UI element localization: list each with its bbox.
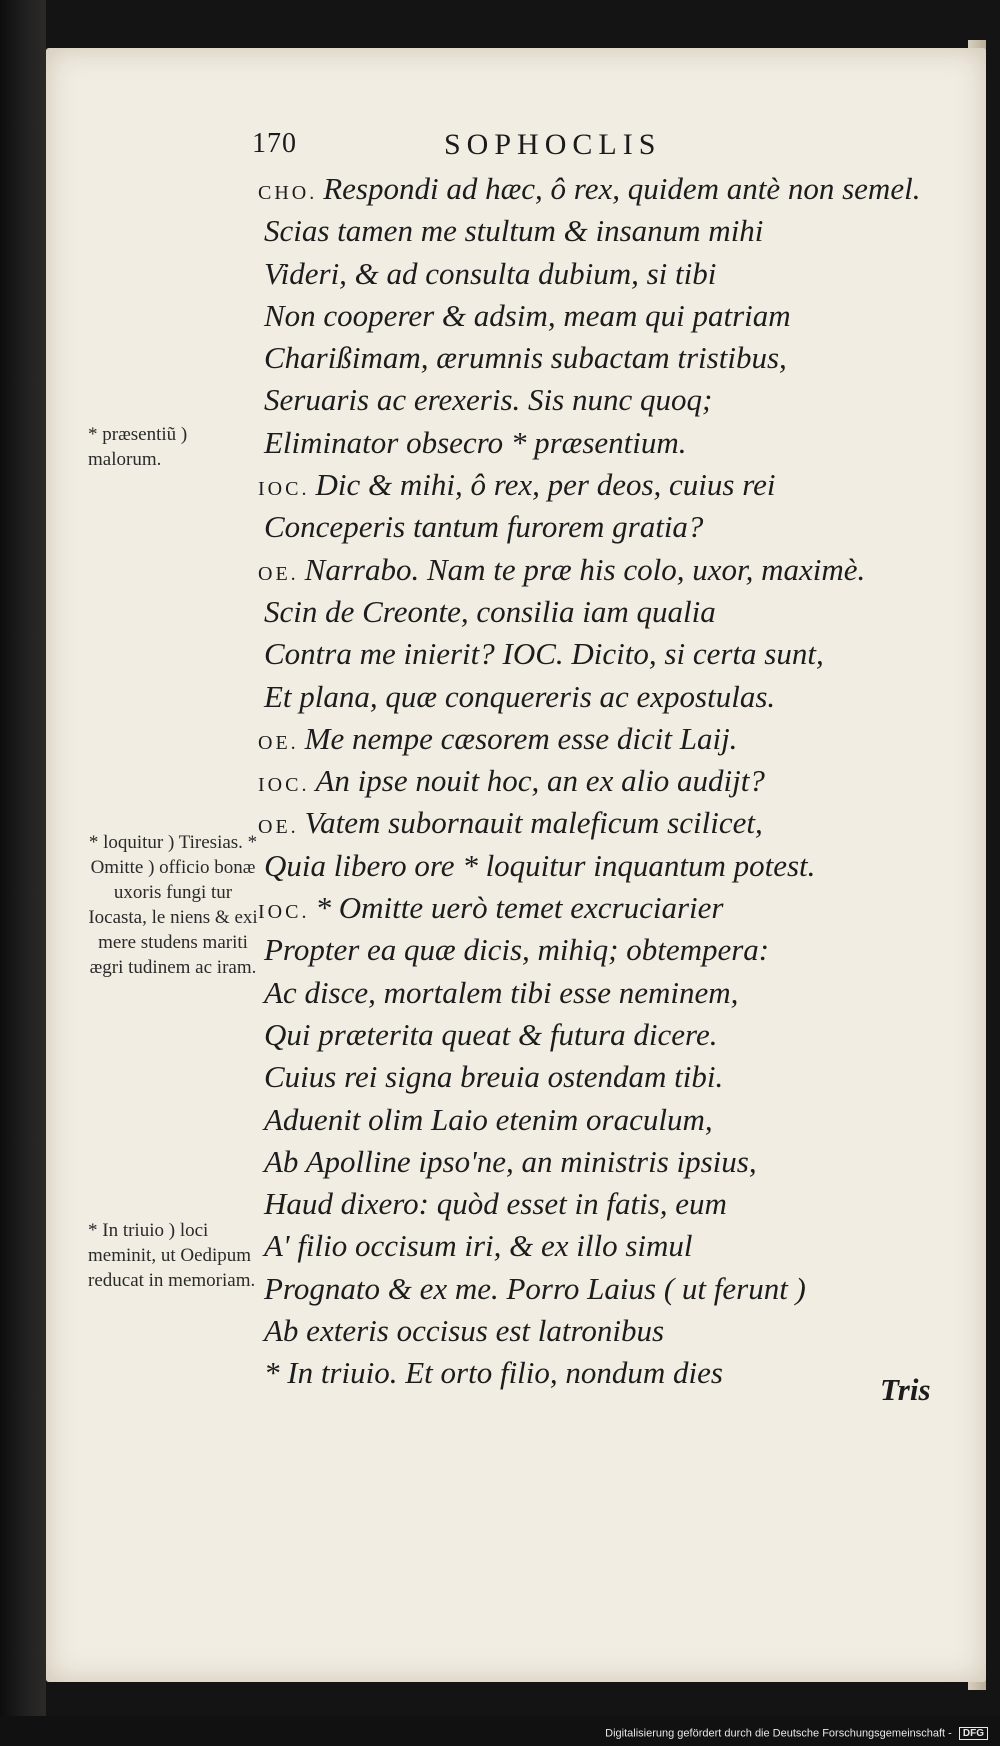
line-text: Cuius rei signa breuia ostendam tibi. — [264, 1059, 724, 1095]
scan-left-strip — [0, 0, 46, 1746]
line-text: Haud dixero: quòd esset in fatis, eum — [264, 1186, 727, 1222]
text-line — [258, 1310, 948, 1352]
speaker-label: OE. — [258, 816, 299, 839]
text-line — [258, 379, 948, 421]
margin-note: * præsentiũ ) malorum. — [88, 424, 188, 470]
text-line — [258, 591, 948, 633]
line-text: Scias tamen me stultum & insanum mihi — [264, 213, 764, 249]
page-header — [252, 128, 932, 164]
text-line — [258, 1141, 948, 1183]
verse-text — [258, 168, 948, 1395]
speaker-label: OE. — [258, 562, 299, 585]
margin-note: * loquitur ) Tiresias. * Omitte ) officio bonæ uxoris fungi tur Iocasta, le niens & exi mere studens mariti ægri tudinem ac iram. — [88, 832, 258, 978]
text-line — [258, 760, 948, 802]
line-text: Et plana, quæ conquereris ac expostulas. — [264, 678, 776, 714]
line-text: * In triuio. Et orto filio, nondum dies — [264, 1355, 723, 1391]
line-text: Contra me inierit? IOC. Dicito, si certa sunt, — [264, 636, 824, 672]
line-text: Videri, & ad consulta dubium, si tibi — [264, 255, 717, 291]
running-head: SOPHOCLIS — [444, 128, 662, 161]
line-text: Charißimam, ærumnis subactam tristibus, — [264, 340, 787, 376]
footer-credit-text: Digitalisierung gefördert durch die Deutsche Forschungsgemeinschaft - — [605, 1727, 952, 1740]
line-text: Prognato & ex me. Porro Laius ( ut ferunt ) — [264, 1270, 806, 1306]
text-line — [258, 845, 948, 887]
line-text: Scin de Creonte, consilia iam qualia — [264, 593, 716, 629]
speaker-label: CHO. — [258, 182, 318, 204]
line-text: Qui præterita queat & futura dicere. — [264, 1016, 718, 1052]
text-line — [258, 633, 948, 675]
text-line — [258, 972, 948, 1014]
line-text: Quia libero ore * loquitur inquantum potest. — [264, 847, 816, 883]
text-line — [258, 1014, 948, 1056]
speaker-label: IOC. — [258, 901, 310, 924]
line-text: Aduenit olim Laio etenim oraculum, — [264, 1101, 713, 1137]
text-line — [258, 1352, 948, 1394]
catchword: Tris — [880, 1372, 931, 1407]
text-line — [258, 1183, 948, 1225]
text-line — [258, 1225, 948, 1267]
text-line — [258, 337, 948, 379]
text-line — [258, 718, 948, 760]
text-line — [258, 1268, 948, 1310]
line-text: * Omitte uerò temet excruciarier — [315, 890, 724, 926]
text-line — [258, 464, 948, 506]
text-line — [258, 887, 948, 929]
line-text: Ab Apolline ipso'ne, an ministris ipsius, — [264, 1143, 757, 1179]
line-text: Dic & mihi, ô rex, per deos, cuius rei — [315, 467, 776, 503]
text-line — [258, 168, 948, 210]
speaker-label: OE. — [258, 731, 299, 754]
text-line — [258, 253, 948, 295]
line-text: Ab exteris occisus est latronibus — [264, 1313, 665, 1349]
speaker-label: IOC. — [258, 478, 310, 501]
text-line — [258, 802, 948, 844]
text-line — [258, 676, 948, 718]
text-line — [258, 210, 948, 252]
line-text: Vatem subornauit maleficum scilicet, — [304, 805, 763, 841]
line-text: Narrabo. Nam te præ his colo, uxor, maximè. — [304, 551, 866, 587]
text-line — [258, 1099, 948, 1141]
dfg-logo: DFG — [959, 1727, 988, 1740]
line-text: Propter ea quæ dicis, mihiq; obtempera: — [264, 932, 770, 968]
text-line — [258, 422, 948, 464]
speaker-label: IOC. — [258, 774, 310, 797]
line-text: Me nempe cæsorem esse dicit Laij. — [304, 720, 738, 756]
margin-note: * In triuio ) loci meminit, ut Oedipum reducat in memoriam. — [88, 1220, 256, 1291]
text-line — [258, 929, 948, 971]
line-text: Respondi ad hæc, ô rex, quidem antè non semel. — [323, 171, 921, 206]
footer-credit — [605, 1727, 988, 1740]
line-text: Seruaris ac erexeris. Sis nunc quoq; — [264, 382, 713, 418]
line-text: A' filio occisum iri, & ex illo simul — [264, 1228, 693, 1264]
text-line — [258, 295, 948, 337]
text-line — [258, 506, 948, 548]
line-text: Ac disce, mortalem tibi esse neminem, — [264, 974, 739, 1010]
line-text: Non cooperer & adsim, meam qui patriam — [264, 297, 791, 333]
line-text: An ipse nouit hoc, an ex alio audijt? — [315, 763, 765, 799]
line-text: Conceperis tantum furorem gratia? — [264, 509, 704, 545]
text-line — [258, 549, 948, 591]
text-line — [258, 1056, 948, 1098]
page-number: 170 — [252, 128, 297, 159]
line-text: Eliminator obsecro * præsentium. — [264, 424, 687, 460]
